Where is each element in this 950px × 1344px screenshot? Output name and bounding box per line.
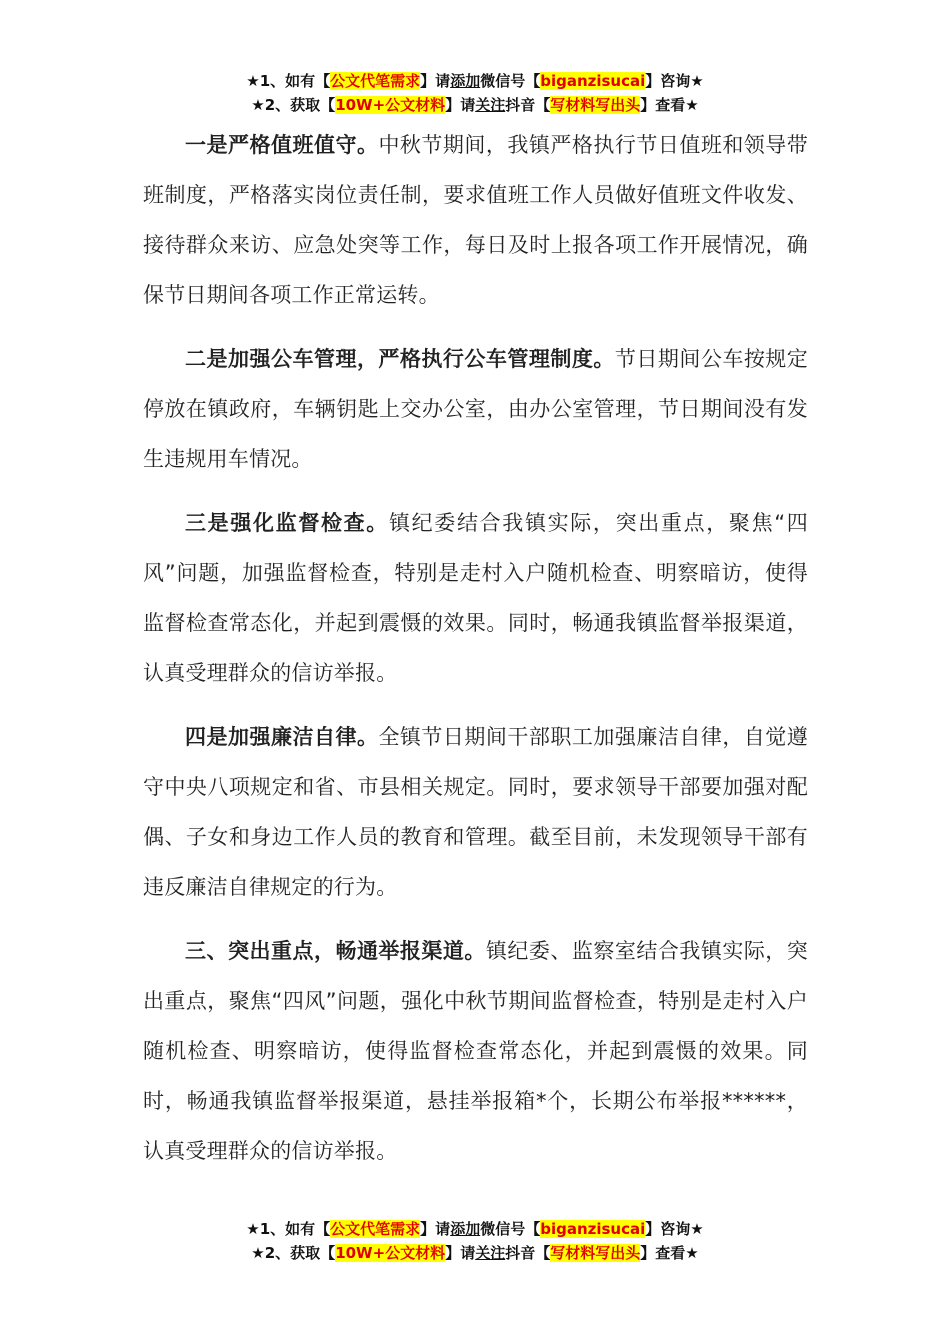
notice-text: 】请 — [420, 72, 451, 90]
notice-line-2 — [0, 1241, 950, 1265]
highlight-wechat-id: biganzisucai — [540, 1220, 646, 1238]
notice-text: 】咨询★ — [645, 1220, 704, 1238]
notice-text: 抖音【 — [505, 1244, 551, 1262]
notice-text: 】请 — [420, 1220, 451, 1238]
notice-text: 】咨询★ — [645, 72, 704, 90]
paragraph-duty — [143, 120, 808, 320]
notice-add-text: 添加 — [450, 72, 481, 90]
notice-text: ★2、获取【 — [251, 1244, 336, 1262]
highlight-douyin-account: 写材料写出头 — [550, 1244, 641, 1262]
highlight-materials: 10W+公文材料 — [335, 1244, 446, 1262]
paragraph-reporting — [143, 926, 808, 1176]
notice-line-1 — [0, 1217, 950, 1241]
paragraph-lead: 三是强化监督检查。 — [185, 511, 389, 535]
highlight-materials: 10W+公文材料 — [335, 96, 446, 114]
notice-text: 】请 — [445, 1244, 476, 1262]
highlight-service: 公文代笔需求 — [330, 1220, 421, 1238]
document-body — [143, 120, 808, 1176]
highlight-douyin-account: 写材料写出头 — [550, 96, 641, 114]
notice-text: ★1、如有【 — [246, 1220, 331, 1238]
header-notice — [0, 69, 950, 117]
paragraph-text: 节日期间公车按规定停放在镇政府，车辆钥匙上交办公室，由办公室管理，节日期间没有发生违规用车情况。 — [143, 347, 808, 471]
notice-follow-text: 关注 — [475, 1244, 506, 1262]
paragraph-text: 中秋节期间，我镇严格执行节日值班和领导带班制度，严格落实岗位责任制，要求值班工作人员做好值班文件收发、接待群众来访、应急处突等工作，每日及时上报各项工作开展情况，确保节日期间各项工作正常运转。 — [143, 133, 808, 307]
paragraph-lead: 四是加强廉洁自律。 — [185, 725, 379, 749]
paragraph-vehicles — [143, 334, 808, 484]
paragraph-lead: 二是加强公车管理，严格执行公车管理制度。 — [185, 347, 615, 371]
notice-text: 】查看★ — [640, 1244, 699, 1262]
highlight-service: 公文代笔需求 — [330, 72, 421, 90]
paragraph-text: 镇纪委结合我镇实际，突出重点，聚焦“四风”问题，加强监督检查，特别是走村入户随机检查、明察暗访，使得监督检查常态化，并起到震慑的效果。同时，畅通我镇监督举报渠道，认真受理群众的信访举报。 — [143, 511, 808, 685]
notice-text: ★1、如有【 — [246, 72, 331, 90]
notice-add-text: 添加 — [450, 1220, 481, 1238]
highlight-wechat-id: biganzisucai — [540, 72, 646, 90]
notice-line-2 — [0, 93, 950, 117]
paragraph-text: 全镇节日期间干部职工加强廉洁自律，自觉遵守中央八项规定和省、市县相关规定。同时，要求领导干部要加强对配偶、子女和身边工作人员的教育和管理。截至目前，未发现领导干部有违反廉洁自律规定的行为。 — [143, 725, 808, 899]
paragraph-integrity — [143, 712, 808, 912]
notice-text: 】请 — [445, 96, 476, 114]
notice-text: 抖音【 — [505, 96, 551, 114]
paragraph-lead: 三、突出重点，畅通举报渠道。 — [185, 939, 486, 963]
footer-notice — [0, 1217, 950, 1265]
paragraph-supervision — [143, 498, 808, 698]
notice-text: 】查看★ — [640, 96, 699, 114]
notice-text: 微信号【 — [480, 72, 541, 90]
paragraph-text: 镇纪委、监察室结合我镇实际，突出重点，聚焦“四风”问题，强化中秋节期间监督检查，特别是走村入户随机检查、明察暗访，使得监督检查常态化，并起到震慑的效果。同时，畅通我镇监督举报渠道，悬挂举报箱*个，长期公布举报******，认真受理群众的信访举报。 — [143, 939, 808, 1163]
notice-line-1 — [0, 69, 950, 93]
paragraph-lead: 一是严格值班值守。 — [185, 133, 379, 157]
notice-text: ★2、获取【 — [251, 96, 336, 114]
notice-text: 微信号【 — [480, 1220, 541, 1238]
notice-follow-text: 关注 — [475, 96, 506, 114]
